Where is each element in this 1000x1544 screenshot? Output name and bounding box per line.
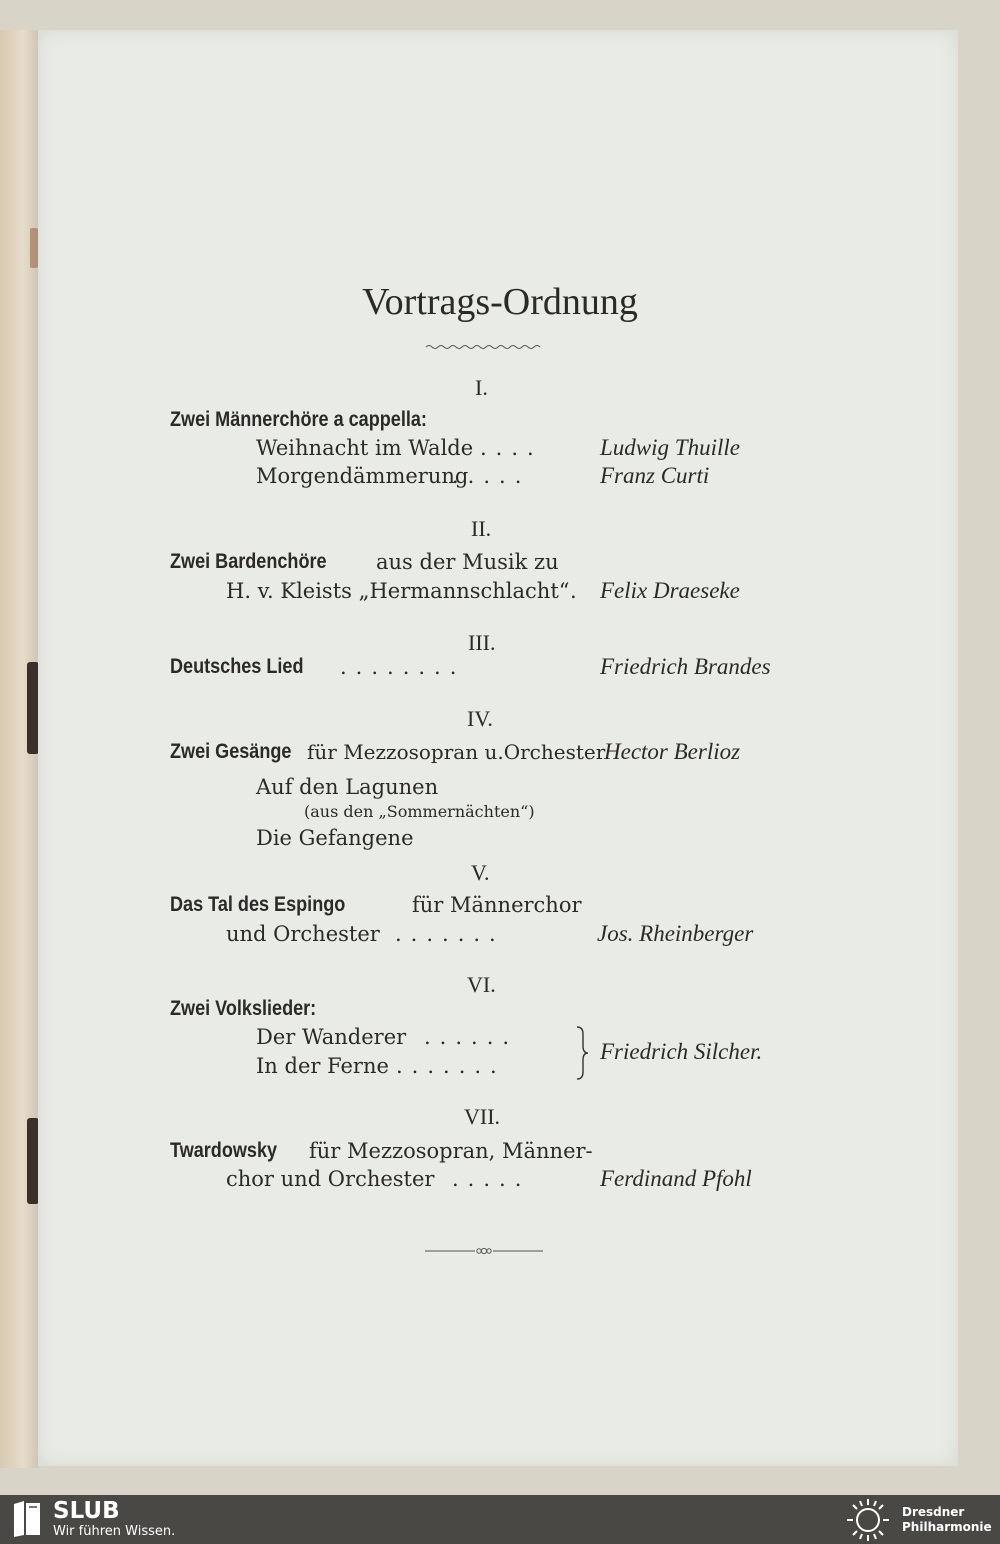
- leader-dots: .......: [395, 922, 505, 946]
- composer-name: Felix Draeseke: [600, 578, 740, 603]
- partner-line-1: Dresdner: [902, 1505, 965, 1519]
- piece-title: Der Wanderer: [256, 1025, 407, 1049]
- composer-name: Ferdinand Pfohl: [600, 1166, 752, 1191]
- rust-mark: [30, 228, 38, 268]
- piece-title: Weihnacht im Walde: [256, 436, 474, 460]
- right-brace: [574, 1026, 590, 1080]
- section-numeral-5: V.: [471, 860, 490, 885]
- leader-dots: .....: [452, 464, 531, 488]
- piece-text: aus der Musik zu: [376, 550, 559, 574]
- piece-lead: Das Tal des Espingo: [170, 893, 346, 916]
- section-numeral-3: III.: [468, 630, 496, 655]
- piece-lead: Deutsches Lied: [170, 655, 304, 678]
- leader-dots: .......: [396, 1054, 506, 1078]
- leader-dots: .: [570, 579, 586, 603]
- leader-dots: ........: [340, 655, 466, 679]
- composer-name: Jos. Rheinberger: [597, 921, 754, 946]
- piece-note: (aus den „Sommernächten“): [304, 802, 535, 821]
- title-ornament-rule: [425, 342, 543, 352]
- leader-dots: .....: [452, 1167, 531, 1191]
- composer-name: Ludwig Thuille: [600, 435, 740, 460]
- page-title: Vortrags-Ordnung: [362, 281, 638, 323]
- piece-title: Die Gefangene: [256, 826, 414, 850]
- library-name: SLUB: [53, 1498, 120, 1524]
- piece-lead: Zwei Gesänge: [170, 740, 292, 763]
- composer-name: Friedrich Brandes: [600, 654, 771, 679]
- piece-lead: Zwei Bardenchöre: [170, 550, 327, 573]
- piece-text: für Männerchor: [412, 893, 582, 917]
- piece-title: Auf den Lagunen: [256, 775, 439, 799]
- partner-line-2: Philharmonie: [902, 1520, 992, 1534]
- piece-text: für Mezzosopran u.Orchester: [307, 740, 606, 764]
- end-ornament-rule: [425, 1246, 543, 1256]
- philharmonie-sun-icon: [842, 1497, 894, 1543]
- section-numeral-2: II.: [471, 516, 492, 541]
- piece-title: Morgendämmerung: [256, 464, 469, 488]
- section-numeral-1: I.: [475, 375, 488, 400]
- composer-name: Hector Berlioz: [604, 739, 741, 764]
- piece-lead: Zwei Männerchöre a cappella:: [170, 408, 427, 431]
- composer-name: Franz Curti: [600, 463, 710, 488]
- composer-name: Friedrich Silcher.: [600, 1039, 763, 1064]
- footer-bar: [0, 1495, 1000, 1544]
- piece-lead: Zwei Volkslieder:: [170, 997, 317, 1020]
- section-numeral-4: IV.: [467, 706, 493, 731]
- leader-dots: ....: [480, 436, 543, 460]
- slub-book-icon: [12, 1501, 42, 1537]
- piece-title: chor und Orchester: [226, 1167, 435, 1191]
- piece-title: H. v. Kleists „Hermannschlacht“: [226, 579, 570, 603]
- piece-lead: Twardowsky: [170, 1139, 278, 1162]
- piece-title: In der Ferne: [256, 1054, 389, 1078]
- library-tagline: Wir führen Wissen.: [53, 1524, 176, 1539]
- leader-dots: ......: [424, 1025, 519, 1049]
- section-numeral-7: VII.: [464, 1104, 501, 1129]
- piece-title: und Orchester: [226, 922, 380, 946]
- section-numeral-6: VI.: [467, 972, 496, 997]
- piece-text: für Mezzosopran, Männer-: [309, 1139, 593, 1163]
